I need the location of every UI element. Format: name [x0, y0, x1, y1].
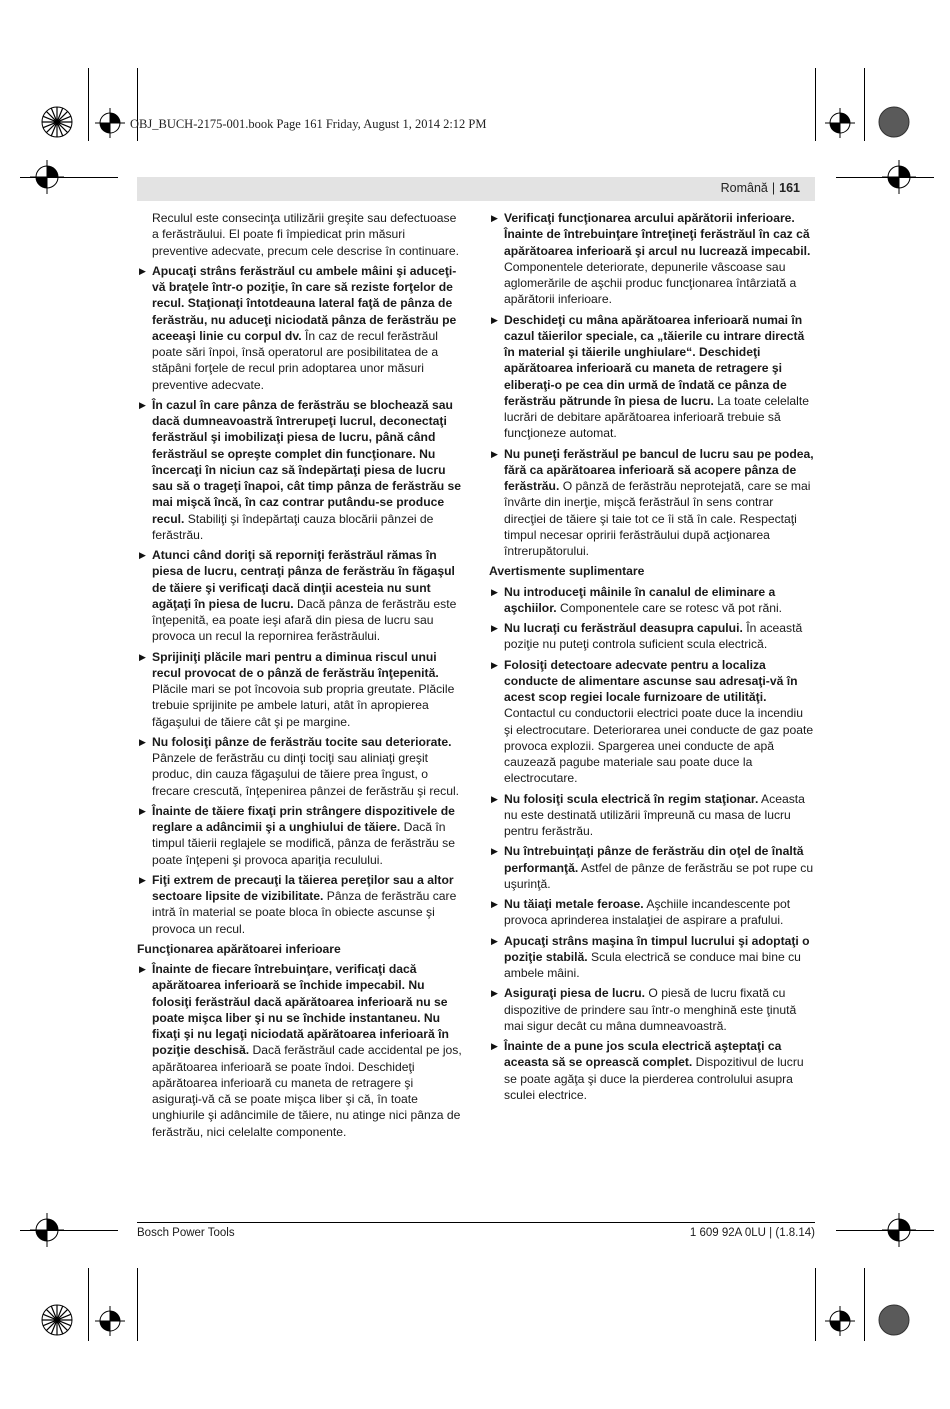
bullet-body-text: Plăcile mari se pot încovoia sub propria greutate. Plăcile trebuie sprijinite pe ambele laturi, atât în apropierea făgaşului de tăiere cât şi pe margine. — [152, 682, 455, 729]
bullet-bold-text: Deschideţi cu mâna apărătoarea inferioară numai în cazul tăierilor speciale, ca „tăierile cu intrare directă în material şi tăierile unghiulare“. Deschideţi apărătoarea inferioară cu maneta de retragere şi eliberaţi-o pe cea din urmă de îndată ce pânza de ferăstrău pătrunde în piesa de lucru. — [504, 312, 805, 408]
right-section-items-list — [489, 584, 815, 1104]
bullet-bold-text: Nu lucraţi cu ferăstrăul deasupra capului. — [504, 621, 743, 635]
bullet-item — [137, 734, 463, 799]
bullet-item — [137, 803, 463, 868]
bullet-bold-text: În cazul în care pânza de ferăstrău se blochează sau dacă dumneavoastră întrerupeţi lucrul, deconectaţi ferăstrăul şi imobilizaţi piesa de lucru, până când ferăstrăul se opreşte complet din funcţionare. Nu încercaţi în niciun caz să îndepărtaţi piesa de lucru sau să o trageţi înapoi, cât timp pânza de ferăstrău se mai mişcă încă, în caz contrar putându-se produce recul. — [152, 397, 462, 526]
bullet-body-text: În această poziţie nu puteţi controla suficient scula electrică. — [504, 621, 803, 652]
bullet-arrow-icon: ▶ — [491, 793, 498, 804]
bullet-arrow-icon: ▶ — [139, 805, 146, 816]
section-heading: Avertismente suplimentare — [489, 564, 645, 579]
bullet-item — [137, 397, 463, 543]
bullet-item — [489, 791, 815, 840]
crosshair-icon — [95, 108, 125, 138]
crosshair-icon — [882, 1213, 916, 1247]
bullet-bold-text: Apucaţi strâns maşina în timpul lucrului şi adoptaţi o poziţie stabilă. — [504, 933, 810, 964]
bullet-arrow-icon: ▶ — [491, 659, 498, 670]
bullet-arrow-icon: ▶ — [491, 586, 498, 597]
bullet-body-text: Componentele deteriorate, depunerile vâscoase sau aglomerările de aşchii produc funcţionarea întârziată a apărătorii inferioare. — [504, 259, 797, 307]
bullet-arrow-icon: ▶ — [139, 736, 146, 747]
print-slug-line: OBJ_BUCH-2175-001.book Page 161 Friday, August 1, 2014 2:12 PM — [130, 117, 487, 131]
bullet-item — [489, 584, 815, 617]
bullet-item — [137, 961, 463, 1140]
bullet-item — [489, 620, 815, 653]
bullet-arrow-icon: ▶ — [139, 550, 146, 560]
bullet-arrow-icon: ▶ — [139, 399, 146, 410]
page-header-band — [137, 177, 815, 201]
bullet-arrow-icon: ▶ — [491, 1041, 498, 1051]
crosshair-icon — [95, 1306, 125, 1336]
header-separator: | — [771, 181, 776, 195]
bullet-item — [137, 649, 463, 730]
bullet-bold-text: Verificaţi funcţionarea arcului apărătorii inferioare. Înainte de întrebuinţare întreţineţi ferăstrăul în caz că apărătoarea inferioară şi arcul nu lucrează impecabil. — [504, 211, 811, 258]
bullet-item — [137, 872, 463, 937]
crosshair-icon — [825, 1306, 855, 1336]
registration-filled-circle-icon — [877, 1303, 911, 1337]
bullet-body-text: O piesă de lucru fixată cu dispozitive de prindere sau într-o menghină este ţinută mai sigur decât cu mâna dumneavoastră. — [504, 986, 797, 1033]
footer-brand: Bosch Power Tools — [137, 1227, 235, 1239]
bullet-arrow-icon: ▶ — [491, 846, 498, 857]
bullet-bold-text: Fiţi extrem de precauţi la tăierea pereţilor sau a altor sectoare lipsite de vizibilitate. — [152, 872, 454, 903]
crop-mark — [88, 1268, 89, 1341]
bullet-arrow-icon: ▶ — [491, 899, 498, 909]
bullet-item — [137, 263, 463, 393]
registration-circle-icon — [40, 1303, 74, 1337]
bullet-item — [489, 933, 815, 982]
bullet-body-text: În caz de recul ferăstrăul poate sări înpoi, însă operatorul are posibilitatea de a stăpâni forţele de recul prin adoptarea unor măsuri preventive adecvate. — [152, 328, 439, 392]
bullet-body-text: O pânză de ferăstrău neprotejată, care se mai învârte din inerţie, mişcă ferăstrăul în sens contrar direcţiei de tăiere şi taie tot ce îi stă în cale. Respectaţi timpul necesar opririi ferăstrăului după acţionarea întrerupătorului. — [504, 479, 811, 558]
left-items-list — [137, 263, 463, 937]
bullet-arrow-icon: ▶ — [491, 988, 498, 999]
bullet-body-text: Scula electrică se conduce mai bine cu ambele mâini. — [504, 949, 801, 980]
bullet-bold-text: Nu introduceţi mâinile în canalul de eliminare a aşchiilor. — [504, 584, 776, 615]
bullet-body-text: Dacă ferăstrăul cade accidental pe jos, apărătoarea inferioară se poate îndoi. Deschideţi apărătoarea inferioară cu maneta de retragere şi asiguraţi-vă că se poate mişca liber şi că, în toate unghiurile şi adâncimile de tăiere, nu atinge nici pânza de ferăstrău, nici celelalte componente. — [152, 1043, 462, 1139]
bullet-bold-text: Asiguraţi piesa de lucru. — [504, 986, 646, 1001]
bullet-bold-text: Înainte de fiecare întrebuinţare, verificaţi dacă apărătoarea inferioară se închide impecabil. Nu folosiţi ferăstrăul dacă apărătoarea inferioară nu se poate mişca liber şi nu se închide instantaneu. Nu fixaţi şi nu legaţi niciodată apărătoarea inferioară în poziţie deschisă. — [152, 962, 449, 1058]
bullet-body-text: Dacă pânza de ferăstrău este înţepenită, ea poate ieşi afară din piesa de lucru sau provoca un recul la repornirea ferăstrăului. — [152, 596, 457, 644]
right-column — [489, 210, 815, 1107]
bullet-item — [489, 446, 815, 560]
bullet-item — [489, 843, 815, 892]
bullet-arrow-icon: ▶ — [139, 651, 146, 662]
bullet-item — [489, 985, 815, 1034]
bullet-body-text: Astfel de pânze de ferăstrău se pot rupe cu uşurinţă. — [504, 860, 814, 891]
bullet-arrow-icon: ▶ — [491, 213, 498, 223]
bullet-item — [489, 657, 815, 787]
crosshair-icon — [30, 1213, 64, 1247]
crop-mark — [864, 68, 865, 141]
bullet-bold-text: Înainte de tăiere fixaţi prin strângere dispozitivele de reglare a adâncimii şi a unghiului de tăiere. — [152, 803, 455, 834]
bullet-bold-text: Nu tăiaţi metale feroase. — [504, 897, 644, 911]
bullet-arrow-icon: ▶ — [491, 623, 498, 633]
crosshair-icon — [882, 160, 916, 194]
crosshair-icon — [825, 108, 855, 138]
bullet-bold-text: Nu puneţi ferăstrăul pe bancul de lucru sau pe podea, fără ca apărătoarea inferioară să acopere pânza de ferăstrău. — [504, 446, 814, 493]
footer-doc-number: 1 609 92A 0LU | (1.8.14) — [689, 1227, 815, 1239]
bullet-bold-text: Sprijiniţi plăcile mari pentru a diminua riscul unui recul provocat de o pânză de ferăstrău înţepenită. — [152, 649, 439, 680]
bullet-body-text: Dacă în timpul tăierii reglajele se modifică, pânza de ferăstrău se poate înţepeni şi provoca apariţia reculului. — [152, 820, 455, 867]
bullet-bold-text: Înainte de a pune jos scula electrică aşteptaţi ca aceasta să se oprească complet. — [504, 1039, 782, 1070]
bullet-body-text: Pânza de ferăstrău care intră în material se poate bloca în obiecte ascunse şi provoca un recul. — [152, 889, 457, 936]
bullet-bold-text: Nu folosiţi pânze de ferăstrău tocite sau deteriorate. — [152, 734, 452, 749]
bullet-body-text: Stabiliţi şi îndepărtaţi cauza blocării pânzei de ferăstrău. — [152, 511, 434, 542]
intro-paragraph: Reculul este consecinţa utilizării greşite sau defectuoase a ferăstrăului. El poate fi împiedicat prin măsuri preventive adecvate, precum cele descrise în continuare. — [152, 211, 460, 258]
crop-mark — [815, 68, 816, 141]
bullet-item — [489, 896, 815, 929]
bullet-item — [137, 547, 463, 645]
bullet-arrow-icon: ▶ — [139, 874, 146, 885]
bullet-body-text: Aceasta nu este destinată utilizării împreună cu masa de lucru pentru ferăstrău. — [504, 791, 805, 838]
bullet-item — [489, 210, 815, 308]
bullet-body-text: Aşchiile incandescente pot provoca aprinderea instalaţiei de aspirare a prafului. — [504, 897, 791, 928]
bullet-body-text: Dispozitivul de lucru se poate agăţa şi duce la pierderea controlului asupra sculei electrice. — [504, 1055, 804, 1102]
bullet-arrow-icon: ▶ — [491, 448, 498, 459]
bullet-bold-text: Atunci când doriţi să reporniţi ferăstrăul rămas în piesa de lucru, centraţi pânza de ferăstrău în făgaşul de tăiere şi verificaţi dacă dinţii acesteia nu sunt agăţaţi în piesa de lucru. — [152, 548, 455, 611]
page-number: 161 — [779, 181, 800, 195]
section-heading: Funcţionarea apărătoarei inferioare — [137, 941, 341, 956]
left-column — [137, 210, 463, 1144]
registration-circle-icon — [40, 105, 74, 139]
bullet-arrow-icon: ▶ — [139, 265, 146, 276]
crop-mark — [815, 1268, 816, 1341]
right-items-list — [489, 210, 815, 559]
bullet-arrow-icon: ▶ — [491, 935, 498, 946]
left-section-items-list — [137, 961, 463, 1140]
bullet-item — [489, 1038, 815, 1103]
page-header — [721, 181, 800, 195]
bullet-body-text: Componentele care se rotesc vă pot răni. — [556, 600, 783, 615]
bullet-bold-text: Nu folosiţi scula electrică în regim staţionar. — [504, 791, 759, 806]
bullet-arrow-icon: ▶ — [491, 314, 498, 325]
footer-rule — [137, 1222, 815, 1223]
bullet-bold-text: Folosiţi detectoare adecvate pentru a localiza conducte de alimentare ascunse sau adresaţi-vă în acest scop regiei locale furnizoare de utilităţi. — [504, 657, 798, 704]
bullet-body-text: La toate celelalte lucrări de debitare apărătoarea inferioară trebuie să funcţioneze automat. — [504, 393, 809, 441]
bullet-body-text: Pânzele de ferăstrău cu dinţi tociţi sau aliniaţi greşit produc, din cauza făgaşului de tăiere prea îngust, o frecare crescută, înţepenirea pânzei de ferăstrău şi recul. — [152, 751, 460, 798]
bullet-item — [489, 312, 815, 442]
bullet-bold-text: Apucaţi strâns ferăstrăul cu ambele mâini şi aduceţi-vă braţele într-o poziţie, în care să reziste forţelor de recul. Staţionaţi întotdeauna lateral faţă de pânza de ferăstrău, nu aduceţi niciodată pânza de ferăstrău pe aceeaşi linie cu corpul dv. — [152, 263, 457, 343]
crop-mark — [88, 68, 89, 141]
registration-filled-circle-icon — [877, 105, 911, 139]
header-language: Română — [720, 181, 768, 195]
bullet-arrow-icon: ▶ — [139, 964, 146, 974]
bullet-body-text: Contactul cu conductorii electrici poate duce la incendiu şi electrocutare. Deteriorarea unei conducte de gaz poate provoca explozii. Spargerea unei conducte de apă cauzează pagube materiale sau poate duce la electrocutare. — [504, 706, 814, 786]
bullet-bold-text: Nu întrebuinţaţi pânze de ferăstrău din oţel de înaltă performanţă. — [504, 844, 804, 875]
crop-mark — [864, 1268, 865, 1341]
crosshair-icon — [30, 160, 64, 194]
crop-mark — [137, 1268, 138, 1341]
